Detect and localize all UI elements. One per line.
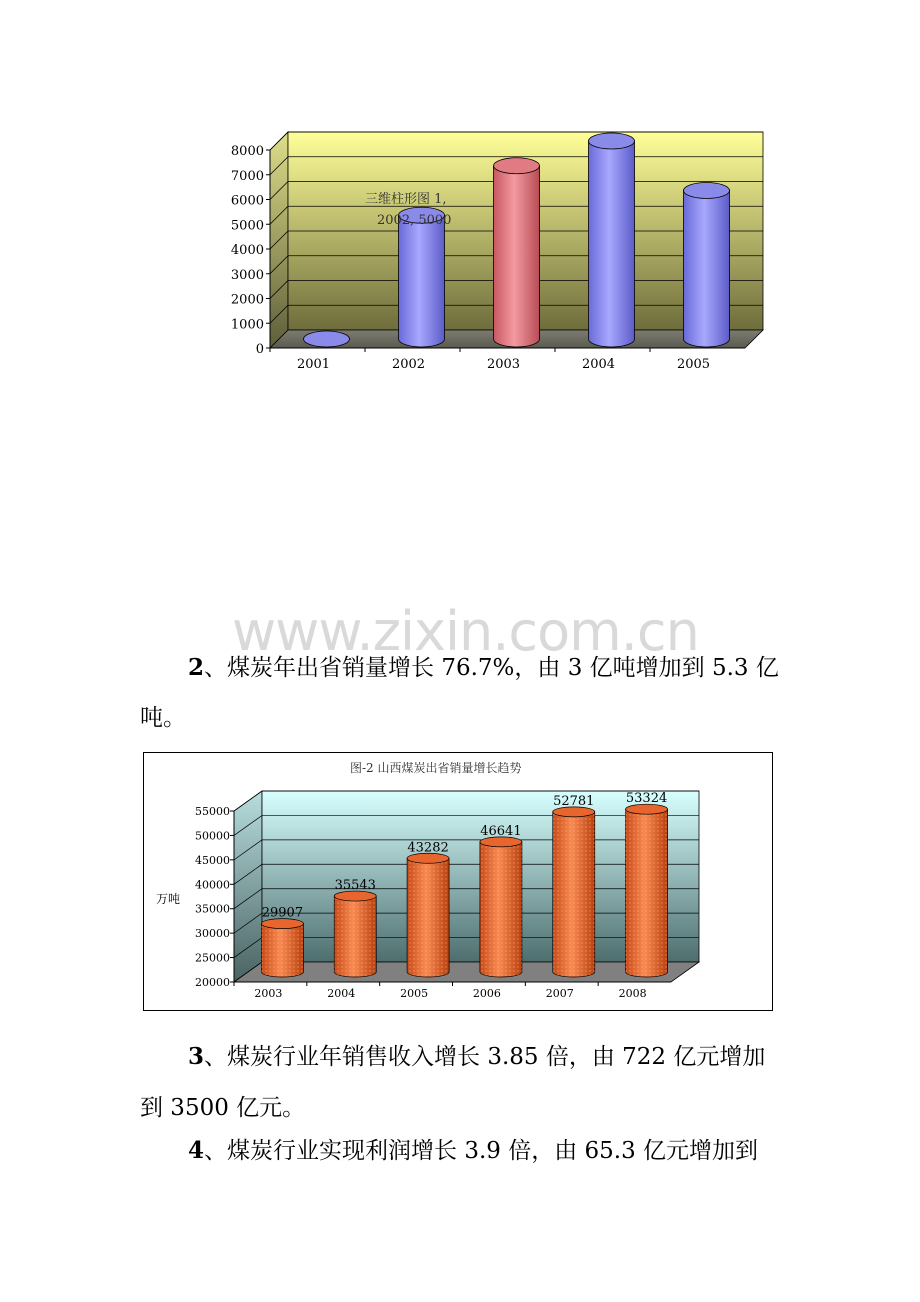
chart1-bar bbox=[304, 331, 350, 347]
chart1-x-tick-label: 2005 bbox=[676, 357, 711, 372]
chart1-bar-body bbox=[589, 141, 635, 347]
chart1-bar-cap bbox=[494, 158, 540, 174]
paragraph-3-number: 3 bbox=[188, 1043, 205, 1070]
paragraph-2-line2: 吨。 bbox=[140, 705, 186, 731]
chart2-bar-texture bbox=[626, 809, 668, 977]
chart2-data-label: 29907 bbox=[261, 905, 304, 921]
paragraph-3 bbox=[140, 1043, 780, 1122]
chart2-y-axis-ticks bbox=[195, 805, 234, 989]
chart1-x-tick-label: 2004 bbox=[581, 357, 616, 372]
chart1-bar-cap bbox=[589, 133, 635, 149]
chart2-bar-texture bbox=[553, 812, 595, 977]
chart1-y-tick-label: 0 bbox=[255, 342, 264, 357]
chart1-bar bbox=[684, 183, 730, 348]
chart2-bar bbox=[626, 804, 668, 977]
chart2-frame bbox=[143, 752, 773, 1011]
chart2-bar-texture bbox=[407, 858, 449, 977]
paragraph-4-number: 4 bbox=[188, 1137, 205, 1164]
chart1-y-tick-label: 1000 bbox=[230, 317, 264, 333]
chart2-y-tick-label: 55000 bbox=[195, 805, 230, 818]
paragraph-4 bbox=[140, 1137, 780, 1165]
chart2-bar-texture bbox=[480, 842, 522, 977]
chart1-bar-cap bbox=[684, 183, 730, 199]
chart2-data-label: 43282 bbox=[407, 840, 449, 856]
chart2-x-tick-label: 2006 bbox=[472, 987, 501, 1000]
chart2-side-wall bbox=[234, 791, 262, 982]
chart2-bar-texture bbox=[261, 924, 303, 977]
chart2-bar bbox=[334, 891, 376, 977]
chart2-bar-texture bbox=[334, 896, 376, 977]
chart2-bar bbox=[480, 837, 522, 977]
chart2-y-tick-label: 40000 bbox=[195, 878, 230, 892]
chart2-bar bbox=[553, 807, 595, 977]
chart1-y-tick-label: 6000 bbox=[230, 193, 264, 209]
chart2-data-label: 46641 bbox=[480, 823, 522, 839]
chart2-y-tick-label: 25000 bbox=[195, 951, 230, 965]
chart2-x-tick-label: 2003 bbox=[254, 987, 283, 1000]
chart1-y-tick-label: 5000 bbox=[230, 218, 264, 234]
chart2-x-tick-label: 2004 bbox=[327, 987, 356, 1000]
chart1-bar-body bbox=[399, 215, 445, 347]
chart1-bar bbox=[589, 133, 635, 347]
paragraph-3-line2: 到 3500 亿元。 bbox=[140, 1095, 306, 1121]
chart1-bar-body bbox=[494, 166, 540, 347]
watermark: www.zixin.com.cn bbox=[232, 600, 699, 663]
chart1-x-axis-ticks bbox=[270, 348, 745, 372]
chart2-x-tick-label: 2005 bbox=[400, 987, 429, 1000]
paragraph-4-line1: 、煤炭行业实现利润增长 3.9 倍，由 65.3 亿元增加到 bbox=[204, 1138, 759, 1164]
chart2-data-label: 52781 bbox=[553, 793, 595, 809]
chart1-bar bbox=[399, 207, 445, 347]
chart2-svg bbox=[144, 753, 772, 1010]
chart1-x-tick-label: 2002 bbox=[391, 357, 426, 372]
chart1-y-tick-label: 3000 bbox=[230, 267, 264, 283]
chart1-y-tick-label: 7000 bbox=[230, 168, 264, 184]
paragraph-2-number: 2 bbox=[188, 654, 205, 681]
chart1-annotation-line2: 2002, 5000 bbox=[377, 213, 452, 228]
paragraph-3-line1: 、煤炭行业年销售收入增长 3.85 倍，由 722 亿元增加 bbox=[204, 1044, 766, 1070]
chart1-bar bbox=[494, 158, 540, 347]
chart2-y-tick-label: 30000 bbox=[195, 927, 230, 941]
chart2-y-tick-label: 50000 bbox=[195, 829, 230, 843]
chart2-y-tick-label: 35000 bbox=[195, 902, 230, 916]
chart2-x-tick-label: 2007 bbox=[545, 987, 574, 1000]
chart2-x-axis-ticks bbox=[234, 982, 671, 1000]
chart2-y-tick-label: 20000 bbox=[195, 976, 230, 989]
chart2-bar bbox=[261, 919, 303, 977]
chart2-y-axis-label: 万吨 bbox=[156, 892, 181, 906]
chart-3d-bars bbox=[230, 120, 780, 380]
chart1-y-tick-label: 4000 bbox=[230, 243, 264, 258]
chart2-data-label: 35543 bbox=[334, 878, 376, 894]
chart1-bar-body bbox=[684, 191, 730, 348]
chart2-y-tick-label: 45000 bbox=[195, 853, 230, 867]
chart2-bar bbox=[407, 853, 449, 977]
paragraph-2-line1: 、煤炭年出省销量增长 76.7%，由 3 亿吨增加到 5.3 亿 bbox=[204, 655, 779, 681]
chart1-annotation-line1: 三维柱形图 1, bbox=[365, 192, 447, 207]
chart1-y-axis-ticks bbox=[231, 144, 270, 357]
chart1-x-tick-label: 2001 bbox=[296, 357, 331, 372]
chart2-title: 图-2 山西煤炭出省销量增长趋势 bbox=[350, 761, 522, 775]
chart2-x-tick-label: 2008 bbox=[618, 987, 647, 1000]
chart1-x-tick-label: 2003 bbox=[486, 357, 521, 372]
chart1-y-tick-label: 2000 bbox=[230, 292, 264, 308]
chart1-bar-cap bbox=[304, 331, 350, 347]
paragraph-2 bbox=[140, 654, 780, 732]
chart2-data-label: 53324 bbox=[625, 791, 668, 807]
chart1-y-tick-label: 8000 bbox=[230, 144, 264, 159]
